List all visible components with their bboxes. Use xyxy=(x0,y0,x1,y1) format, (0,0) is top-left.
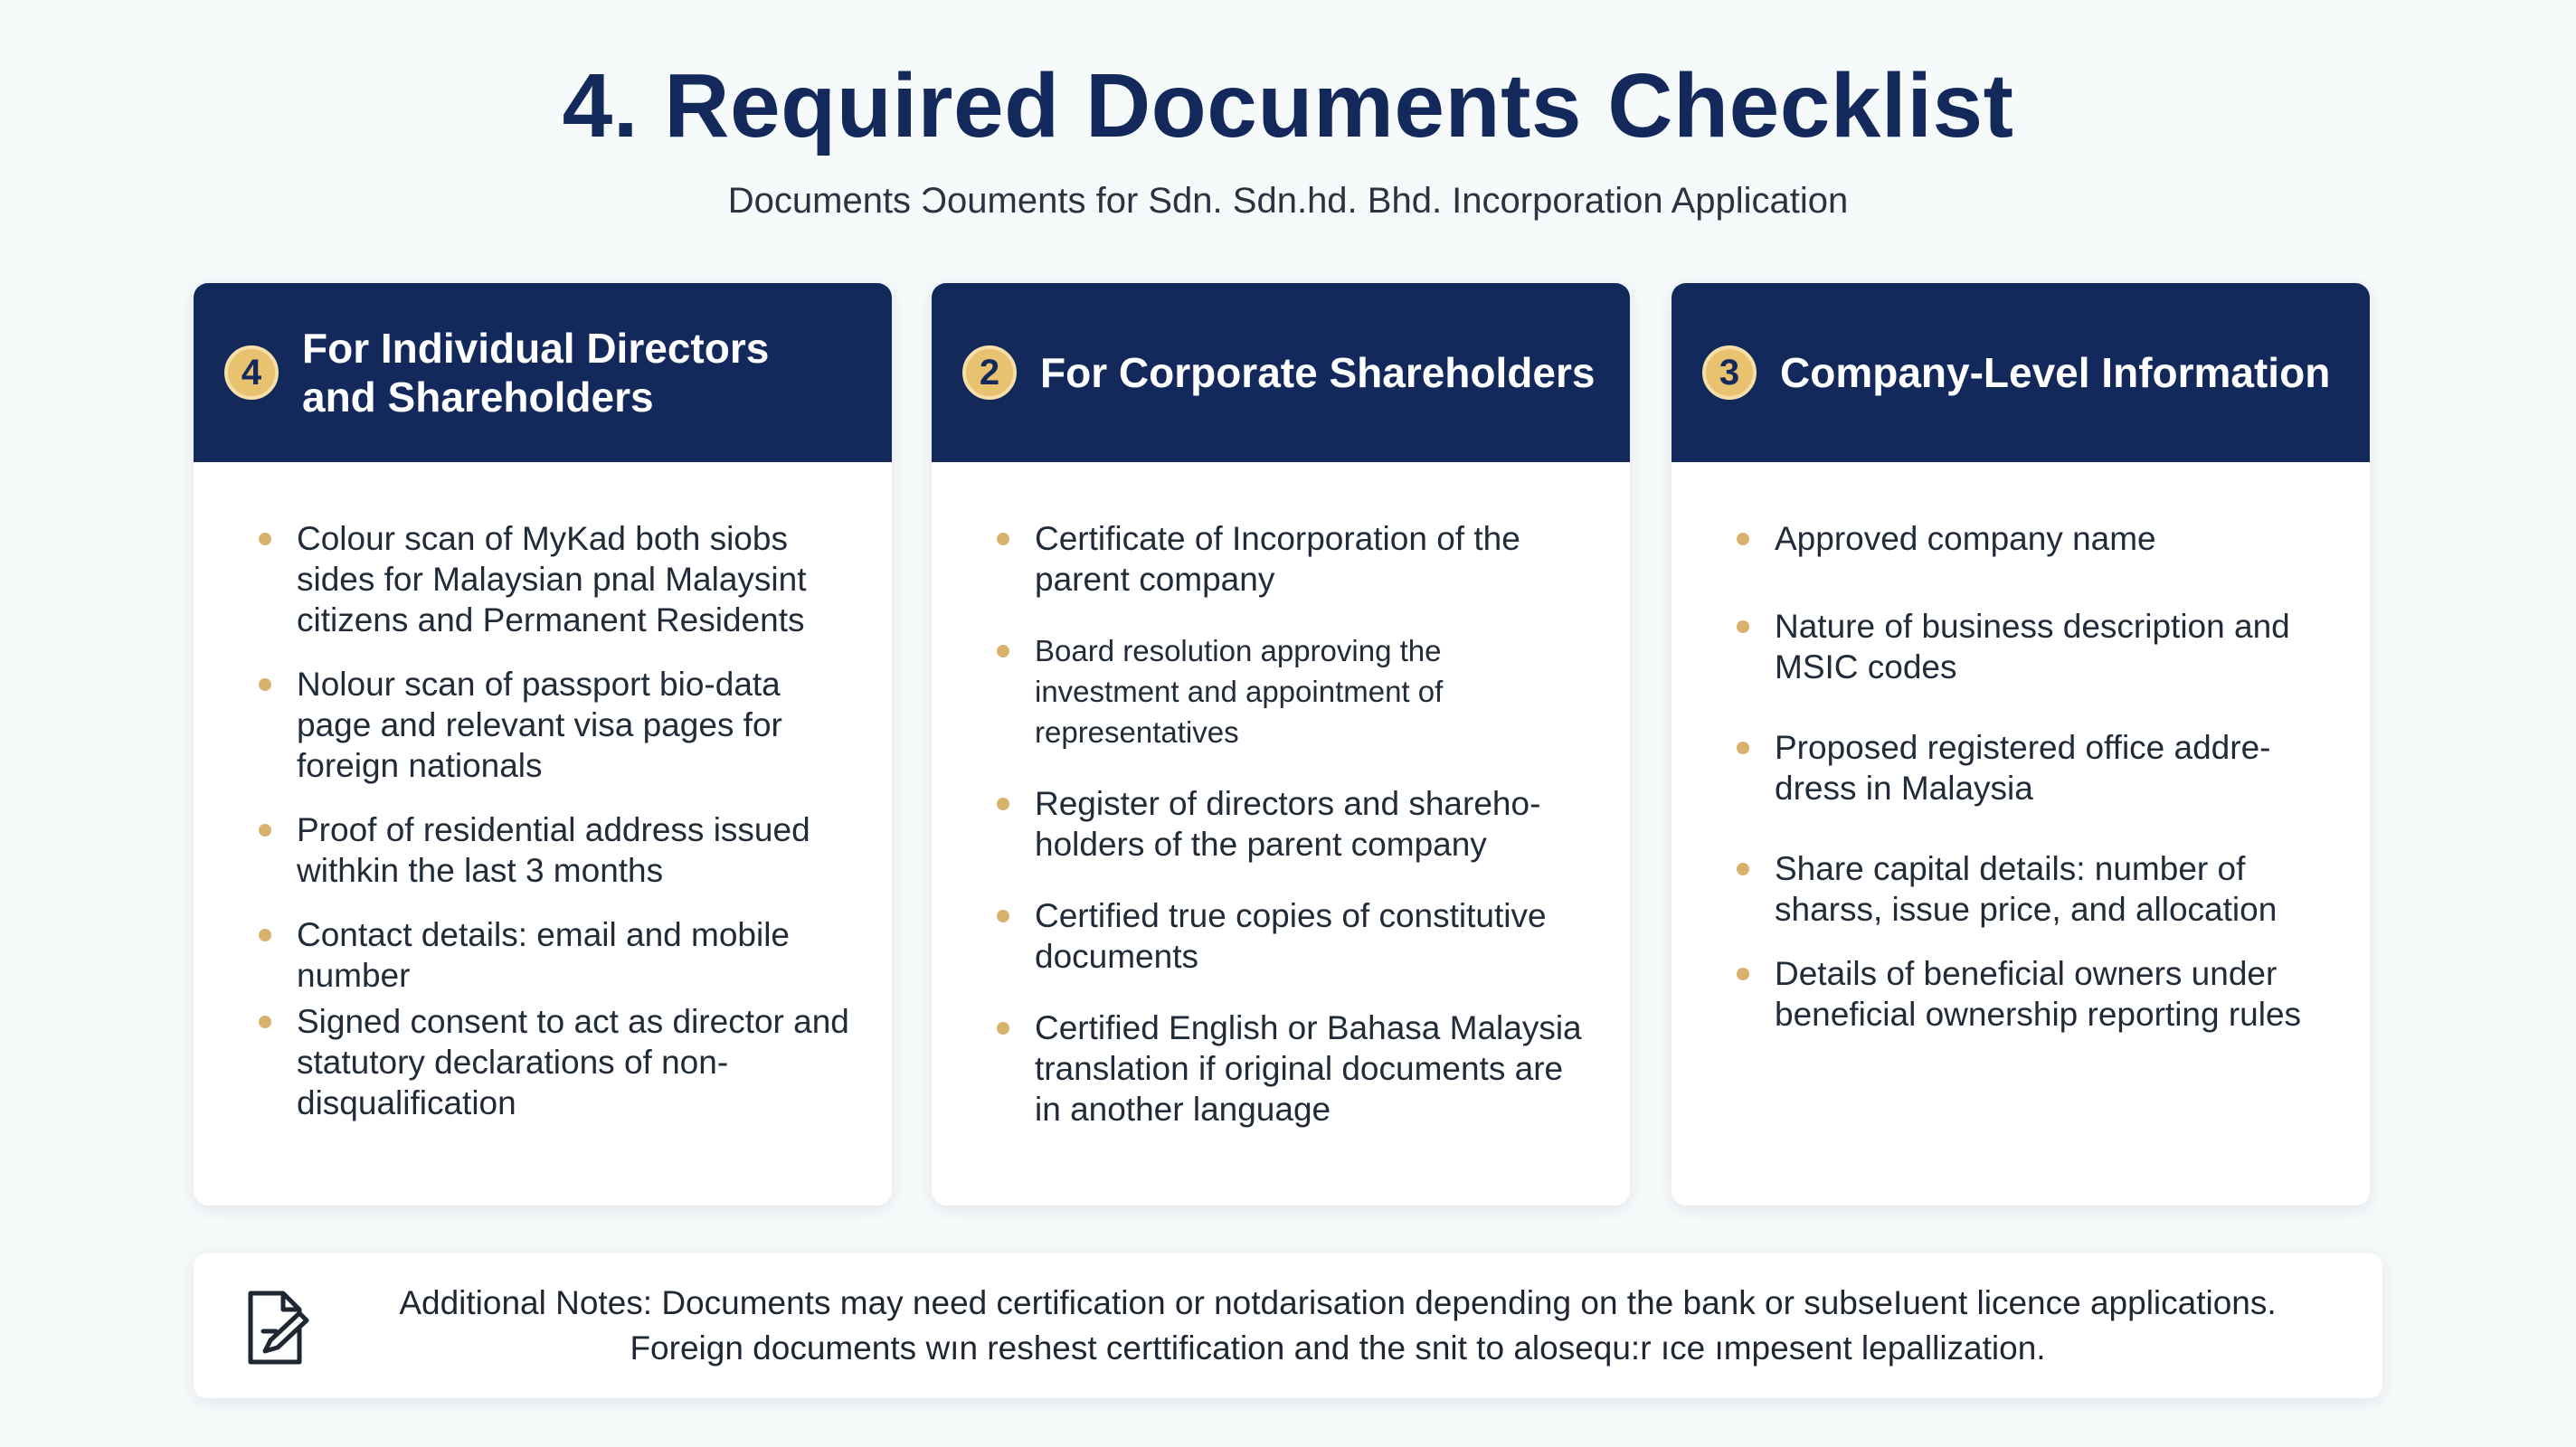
list-item xyxy=(194,518,892,640)
page-subtitle: Documents Ɔouments for Sdn. Sdn.hd. Bhd. Incorporation Application xyxy=(727,181,1849,221)
bullet-dot xyxy=(259,824,271,837)
notes-text xyxy=(329,1281,2346,1371)
card-header xyxy=(932,283,1630,462)
card-individual-directors xyxy=(194,283,892,1206)
checklist xyxy=(194,518,892,1147)
list-item-text: Details of beneficial owners under beneficial ownership reporting rules xyxy=(1775,955,2302,1033)
bullet-dot xyxy=(1737,620,1749,633)
list-item-text: Nature of business description and MSIC codes xyxy=(1775,608,2290,686)
list-item-text: Proposed registered office addre-dress in Malaysia xyxy=(1775,729,2271,807)
list-item-text: Nolour scan of passport bio-data page and relevant visa pages for foreign nationals xyxy=(297,666,782,784)
list-item xyxy=(194,809,892,891)
number-badge: 4 xyxy=(224,345,279,400)
list-item xyxy=(194,914,892,996)
number-badge: 3 xyxy=(1702,345,1757,400)
list-item xyxy=(194,664,892,786)
list-item-text: Certified true copies of constitutive documents xyxy=(1035,897,1547,975)
bullet-dot xyxy=(259,1016,271,1028)
card-title: For Corporate Shareholders xyxy=(1040,349,1596,396)
page-title: 4. Required Documents Checklist xyxy=(562,55,2014,156)
additional-notes-box xyxy=(194,1253,2382,1398)
card-corporate-shareholders xyxy=(932,283,1630,1206)
list-item-text: Register of directors and shareho-holders of the parent company xyxy=(1035,785,1541,863)
list-item-text: Certified English or Bahasa Malaysia translation if original documents are in another language xyxy=(1035,1009,1582,1128)
list-item xyxy=(194,1001,892,1123)
bullet-dot xyxy=(259,533,271,545)
card-header xyxy=(1672,283,2370,462)
list-item xyxy=(932,783,1630,865)
list-item-text: Contact details: email and mobile number xyxy=(297,916,791,994)
card-company-level-information xyxy=(1672,283,2370,1206)
list-item xyxy=(1672,727,2370,809)
notes-line: Foreign documents wın reshest certtification and the snit to alosequ:r ıce ımpesent lepallization. xyxy=(630,1329,2046,1367)
card-title: Company-Level Information xyxy=(1780,349,2331,396)
bullet-dot xyxy=(997,1022,1009,1035)
list-item xyxy=(932,895,1630,977)
number-badge: 2 xyxy=(962,345,1017,400)
bullet-dot xyxy=(1737,742,1749,754)
list-item-text: Approved company name xyxy=(1775,520,2156,557)
list-item xyxy=(932,630,1630,752)
bullet-dot xyxy=(997,645,1009,657)
card-header xyxy=(194,283,892,462)
checklist xyxy=(1672,518,2370,1074)
list-item xyxy=(932,518,1630,600)
list-item xyxy=(1672,953,2370,1035)
list-item-text: Signed consent to act as director and statutory declarations of non-disqualification xyxy=(297,1003,849,1121)
document-pen-icon xyxy=(243,1288,316,1369)
bullet-dot xyxy=(259,929,271,941)
bullet-dot xyxy=(1737,533,1749,545)
list-item xyxy=(1672,848,2370,930)
card-title: For Individual Directors and Shareholders xyxy=(302,325,770,421)
list-item-text: Certificate of Incorporation of the parent company xyxy=(1035,520,1520,598)
list-item-text: Colour scan of MyKad both siobs sides for Malaysian pnal Malaysint citizens and Permanent Residents xyxy=(297,520,807,638)
bullet-dot xyxy=(997,910,1009,922)
list-item xyxy=(1672,606,2370,687)
list-item xyxy=(932,1007,1630,1130)
list-item-text: Proof of residential address issued withkin the last 3 months xyxy=(297,811,810,889)
bullet-dot xyxy=(1737,863,1749,875)
bullet-dot xyxy=(259,678,271,691)
list-item-text: Share capital details: number of sharss, issue price, and allocation xyxy=(1775,850,2278,928)
list-item-text: Board resolution approving the investment and appointment of representatives xyxy=(1035,634,1444,749)
bullet-dot xyxy=(1737,968,1749,980)
list-item xyxy=(1672,518,2370,559)
bullet-dot xyxy=(997,533,1009,545)
bullet-dot xyxy=(997,798,1009,810)
checklist xyxy=(932,518,1630,1160)
notes-line: Additional Notes: Documents may need certification or notdarisation depending on the bank or subseIuent licence applications. xyxy=(399,1284,2277,1321)
